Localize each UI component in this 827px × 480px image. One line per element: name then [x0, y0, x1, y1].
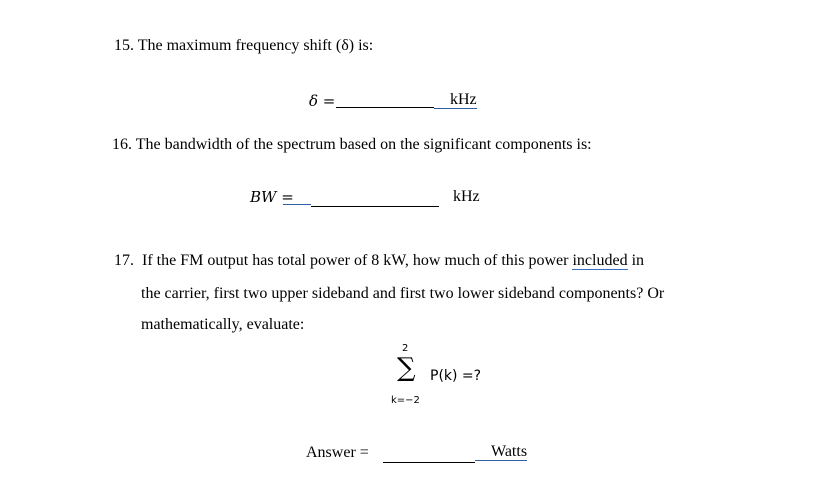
delta-symbol: δ =: [309, 92, 336, 110]
sigma-icon: ∑: [397, 353, 416, 383]
included-word: included: [572, 252, 628, 269]
answer-unit: Watts: [475, 443, 527, 461]
answer-label: Answer =: [306, 444, 369, 461]
question-17-number: 17.: [114, 252, 134, 269]
delta-unit: kHz: [434, 91, 477, 109]
delta-answer-field[interactable]: [336, 92, 434, 108]
bandwidth-symbol: BW =: [250, 188, 294, 206]
bandwidth-unit: kHz: [453, 188, 480, 205]
question-17-line-3: mathematically, evaluate:: [141, 316, 305, 333]
question-16-text: 16. The bandwidth of the spectrum based on the significant components is:: [112, 136, 592, 153]
sum-upper-limit: 2: [402, 343, 409, 354]
question-15-text: 15. The maximum frequency shift (δ) is:: [114, 37, 374, 54]
answer-field[interactable]: [383, 447, 475, 463]
bandwidth-answer-field[interactable]: [311, 190, 439, 207]
question-17-line-2: the carrier, first two upper sideband and first two lower sideband components? Or: [141, 285, 665, 302]
sum-expression: P(k) =?: [430, 368, 482, 384]
sum-lower-limit: k=−2: [391, 395, 420, 406]
question-17-line-1: 17. If the FM output has total power of 8 kW, how much of this power included in: [114, 252, 645, 269]
bandwidth-underline-accent: [283, 204, 311, 205]
